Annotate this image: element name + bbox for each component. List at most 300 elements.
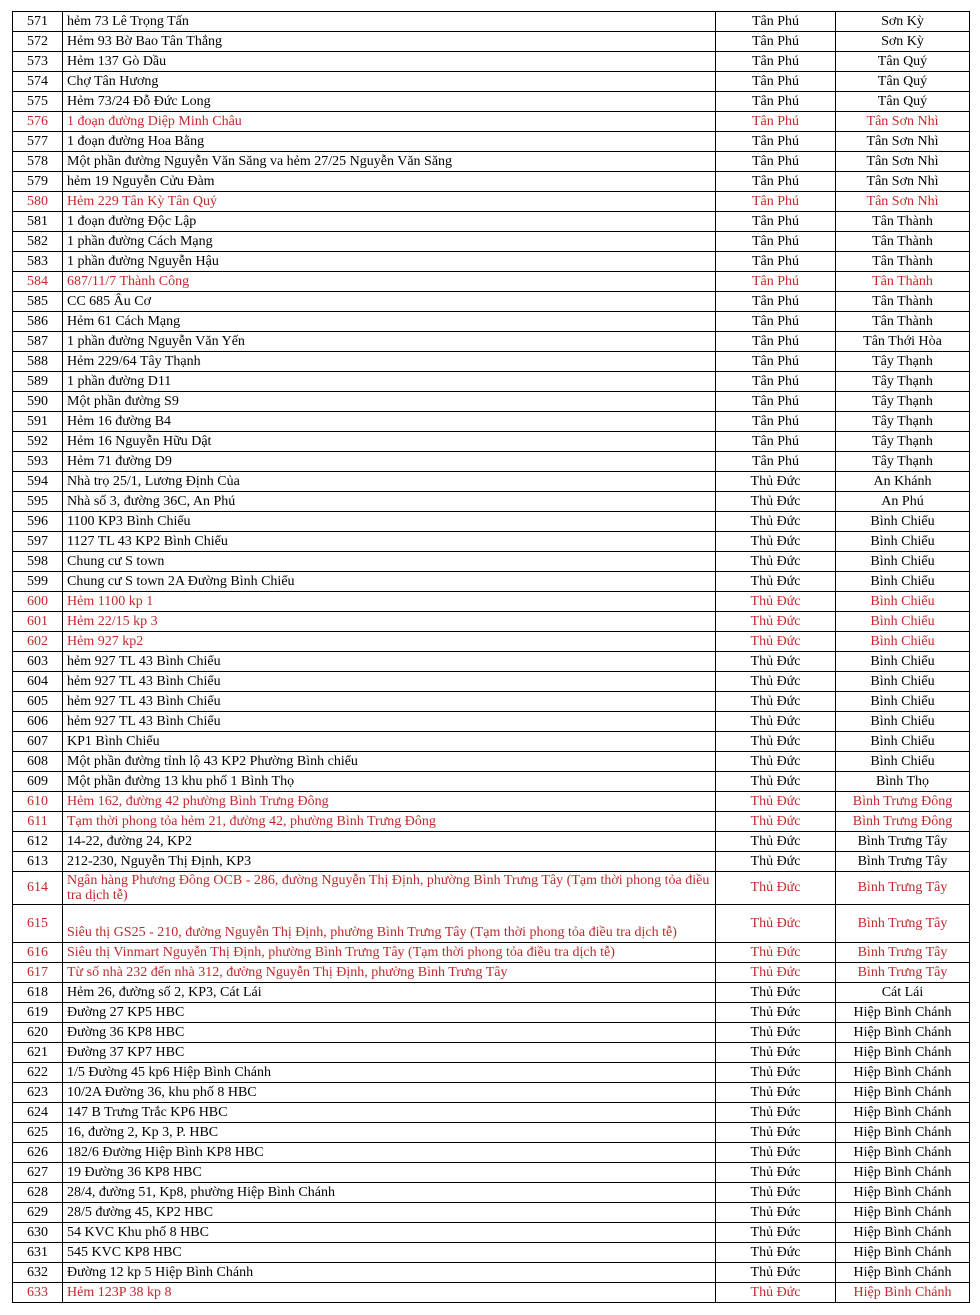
location-cell: 1 phần đường Nguyễn Văn Yến xyxy=(63,332,716,352)
row-number: 587 xyxy=(13,332,63,352)
table-row xyxy=(13,72,970,92)
district-cell: Thủ Đức xyxy=(716,692,836,712)
location-cell: Hẻm 16 Nguyễn Hữu Dật xyxy=(63,432,716,452)
ward-cell: Bình Chiểu xyxy=(836,512,970,532)
location-cell: Hẻm 162, đường 42 phường Bình Trưng Đông xyxy=(63,792,716,812)
table-row xyxy=(13,332,970,352)
table-row xyxy=(13,512,970,532)
district-cell: Tân Phú xyxy=(716,12,836,32)
location-cell: hẻm 73 Lê Trọng Tấn xyxy=(63,12,716,32)
ward-cell: Tân Thành xyxy=(836,252,970,272)
ward-cell: Bình Trưng Tây xyxy=(836,905,970,943)
table-row xyxy=(13,732,970,752)
ward-cell: An Khánh xyxy=(836,472,970,492)
row-number: 581 xyxy=(13,212,63,232)
row-number: 621 xyxy=(13,1043,63,1063)
table-row xyxy=(13,832,970,852)
location-cell: 1127 TL 43 KP2 Bình Chiểu xyxy=(63,532,716,552)
row-number: 589 xyxy=(13,372,63,392)
table-body xyxy=(13,12,970,1303)
district-cell: Tân Phú xyxy=(716,272,836,292)
ward-cell: Hiệp Bình Chánh xyxy=(836,1083,970,1103)
district-cell: Thủ Đức xyxy=(716,983,836,1003)
district-cell: Thủ Đức xyxy=(716,1123,836,1143)
location-cell: hẻm 927 TL 43 Bình Chiểu xyxy=(63,672,716,692)
row-number: 571 xyxy=(13,12,63,32)
location-cell: Hẻm 61 Cách Mạng xyxy=(63,312,716,332)
district-cell: Thủ Đức xyxy=(716,572,836,592)
table-row xyxy=(13,452,970,472)
location-cell: 1 đoạn đường Hoa Bằng xyxy=(63,132,716,152)
district-cell: Thủ Đức xyxy=(716,1063,836,1083)
district-cell: Thủ Đức xyxy=(716,1223,836,1243)
district-cell: Thủ Đức xyxy=(716,472,836,492)
location-cell: 687/11/7 Thành Công xyxy=(63,272,716,292)
table-row xyxy=(13,1103,970,1123)
district-cell: Tân Phú xyxy=(716,32,836,52)
location-cell: Hẻm 93 Bờ Bao Tân Thắng xyxy=(63,32,716,52)
ward-cell: Hiệp Bình Chánh xyxy=(836,1243,970,1263)
ward-cell: Tây Thạnh xyxy=(836,412,970,432)
row-number: 575 xyxy=(13,92,63,112)
row-number: 573 xyxy=(13,52,63,72)
row-number: 597 xyxy=(13,532,63,552)
row-number: 590 xyxy=(13,392,63,412)
ward-cell: Tân Thành xyxy=(836,212,970,232)
table-row xyxy=(13,1243,970,1263)
district-cell: Tân Phú xyxy=(716,212,836,232)
ward-cell: Tân Sơn Nhì xyxy=(836,112,970,132)
ward-cell: Tây Thạnh xyxy=(836,432,970,452)
district-cell: Thủ Đức xyxy=(716,1163,836,1183)
location-cell: 19 Đường 36 KP8 HBC xyxy=(63,1163,716,1183)
table-row xyxy=(13,812,970,832)
row-number: 611 xyxy=(13,812,63,832)
location-cell: hẻm 927 TL 43 Bình Chiểu xyxy=(63,652,716,672)
row-number: 631 xyxy=(13,1243,63,1263)
district-cell: Thủ Đức xyxy=(716,732,836,752)
ward-cell: Bình Chiểu xyxy=(836,632,970,652)
ward-cell: Tây Thạnh xyxy=(836,352,970,372)
table-row xyxy=(13,132,970,152)
location-cell: Một phần đường S9 xyxy=(63,392,716,412)
table-row xyxy=(13,1203,970,1223)
location-cell: Hẻm 137 Gò Dầu xyxy=(63,52,716,72)
location-cell: Siêu thị GS25 - 210, đường Nguyễn Thị Định, phường Bình Trưng Tây (Tạm thời phong tỏa điều tra dịch tễ) xyxy=(63,905,716,943)
location-cell: CC 685 Âu Cơ xyxy=(63,292,716,312)
district-cell: Tân Phú xyxy=(716,292,836,312)
district-cell: Thủ Đức xyxy=(716,652,836,672)
district-cell: Tân Phú xyxy=(716,72,836,92)
table-row xyxy=(13,672,970,692)
district-cell: Thủ Đức xyxy=(716,812,836,832)
ward-cell: Hiệp Bình Chánh xyxy=(836,1203,970,1223)
row-number: 608 xyxy=(13,752,63,772)
row-number: 592 xyxy=(13,432,63,452)
table-row xyxy=(13,1143,970,1163)
ward-cell: Tân Quý xyxy=(836,52,970,72)
ward-cell: Tân Quý xyxy=(836,92,970,112)
ward-cell: Bình Chiểu xyxy=(836,612,970,632)
row-number: 622 xyxy=(13,1063,63,1083)
location-cell: Chợ Tân Hương xyxy=(63,72,716,92)
table-row xyxy=(13,532,970,552)
location-cell: hẻm 19 Nguyễn Cửu Đàm xyxy=(63,172,716,192)
table-row xyxy=(13,52,970,72)
ward-cell: Bình Trưng Tây xyxy=(836,872,970,905)
location-cell: Hẻm 229/64 Tây Thạnh xyxy=(63,352,716,372)
row-number: 632 xyxy=(13,1263,63,1283)
district-cell: Thủ Đức xyxy=(716,532,836,552)
row-number: 582 xyxy=(13,232,63,252)
row-number: 599 xyxy=(13,572,63,592)
district-cell: Tân Phú xyxy=(716,232,836,252)
table-row xyxy=(13,1063,970,1083)
location-cell: Nhà trọ 25/1, Lương Định Của xyxy=(63,472,716,492)
ward-cell: Hiệp Bình Chánh xyxy=(836,1183,970,1203)
ward-cell: Bình Chiểu xyxy=(836,652,970,672)
table-row xyxy=(13,792,970,812)
row-number: 615 xyxy=(13,905,63,943)
row-number: 576 xyxy=(13,112,63,132)
district-cell: Thủ Đức xyxy=(716,752,836,772)
row-number: 625 xyxy=(13,1123,63,1143)
location-cell: Hẻm 1100 kp 1 xyxy=(63,592,716,612)
table-row xyxy=(13,1023,970,1043)
table-row xyxy=(13,1163,970,1183)
ward-cell: Bình Chiểu xyxy=(836,532,970,552)
district-cell: Thủ Đức xyxy=(716,512,836,532)
location-cell: 1 phần đường Cách Mạng xyxy=(63,232,716,252)
row-number: 586 xyxy=(13,312,63,332)
table-row xyxy=(13,92,970,112)
ward-cell: Tây Thạnh xyxy=(836,452,970,472)
table-row xyxy=(13,32,970,52)
ward-cell: Bình Trưng Tây xyxy=(836,832,970,852)
table-row xyxy=(13,632,970,652)
row-number: 620 xyxy=(13,1023,63,1043)
table-row xyxy=(13,172,970,192)
ward-cell: Tân Sơn Nhì xyxy=(836,132,970,152)
location-cell: Một phần đường 13 khu phố 1 Bình Thọ xyxy=(63,772,716,792)
district-cell: Tân Phú xyxy=(716,432,836,452)
ward-cell: Tây Thạnh xyxy=(836,372,970,392)
ward-cell: Hiệp Bình Chánh xyxy=(836,1003,970,1023)
location-cell: 10/2A Đường 36, khu phố 8 HBC xyxy=(63,1083,716,1103)
row-number: 616 xyxy=(13,943,63,963)
row-number: 588 xyxy=(13,352,63,372)
row-number: 596 xyxy=(13,512,63,532)
location-cell: Nhà số 3, đường 36C, An Phú xyxy=(63,492,716,512)
ward-cell: Hiệp Bình Chánh xyxy=(836,1223,970,1243)
district-cell: Thủ Đức xyxy=(716,552,836,572)
ward-cell: Tây Thạnh xyxy=(836,392,970,412)
ward-cell: Tân Thành xyxy=(836,292,970,312)
row-number: 623 xyxy=(13,1083,63,1103)
ward-cell: Bình Chiểu xyxy=(836,592,970,612)
row-number: 606 xyxy=(13,712,63,732)
row-number: 633 xyxy=(13,1283,63,1303)
district-cell: Thủ Đức xyxy=(716,672,836,692)
district-cell: Thủ Đức xyxy=(716,612,836,632)
district-cell: Thủ Đức xyxy=(716,852,836,872)
ward-cell: Bình Chiểu xyxy=(836,732,970,752)
district-cell: Thủ Đức xyxy=(716,872,836,905)
row-number: 630 xyxy=(13,1223,63,1243)
district-cell: Thủ Đức xyxy=(716,1003,836,1023)
table-row xyxy=(13,943,970,963)
district-cell: Tân Phú xyxy=(716,352,836,372)
row-number: 610 xyxy=(13,792,63,812)
row-number: 604 xyxy=(13,672,63,692)
ward-cell: Tân Thới Hòa xyxy=(836,332,970,352)
row-number: 624 xyxy=(13,1103,63,1123)
row-number: 579 xyxy=(13,172,63,192)
location-cell: Đường 12 kp 5 Hiệp Bình Chánh xyxy=(63,1263,716,1283)
ward-cell: An Phú xyxy=(836,492,970,512)
table-row xyxy=(13,872,970,905)
ward-cell: Hiệp Bình Chánh xyxy=(836,1023,970,1043)
district-cell: Thủ Đức xyxy=(716,1143,836,1163)
ward-cell: Bình Chiểu xyxy=(836,712,970,732)
ward-cell: Bình Chiểu xyxy=(836,692,970,712)
table-row xyxy=(13,552,970,572)
location-cell: Hẻm 73/24 Đỗ Đức Long xyxy=(63,92,716,112)
district-cell: Thủ Đức xyxy=(716,1103,836,1123)
ward-cell: Hiệp Bình Chánh xyxy=(836,1063,970,1083)
district-cell: Thủ Đức xyxy=(716,943,836,963)
location-cell: Chung cư S town xyxy=(63,552,716,572)
location-cell: Một phần đường Nguyễn Văn Săng va hẻm 27/25 Nguyễn Văn Săng xyxy=(63,152,716,172)
ward-cell: Tân Sơn Nhì xyxy=(836,152,970,172)
ward-cell: Bình Chiểu xyxy=(836,572,970,592)
row-number: 574 xyxy=(13,72,63,92)
ward-cell: Tân Thành xyxy=(836,232,970,252)
table-row xyxy=(13,1263,970,1283)
district-cell: Tân Phú xyxy=(716,412,836,432)
table-row xyxy=(13,392,970,412)
ward-cell: Hiệp Bình Chánh xyxy=(836,1143,970,1163)
location-cell: Một phần đường tỉnh lộ 43 KP2 Phường Bình chiểu xyxy=(63,752,716,772)
district-cell: Thủ Đức xyxy=(716,832,836,852)
ward-cell: Bình Chiểu xyxy=(836,752,970,772)
row-number: 595 xyxy=(13,492,63,512)
location-cell: Ngân hàng Phương Đông OCB - 286, đường Nguyễn Thị Định, phường Bình Trưng Tây (Tạm thời phong tỏa điều tra dịch tễ) xyxy=(63,872,716,905)
location-cell: Hẻm 927 kp2 xyxy=(63,632,716,652)
district-cell: Tân Phú xyxy=(716,452,836,472)
district-cell: Thủ Đức xyxy=(716,1083,836,1103)
table-row xyxy=(13,1223,970,1243)
table-row xyxy=(13,192,970,212)
row-number: 619 xyxy=(13,1003,63,1023)
location-cell: Siêu thị Vinmart Nguyễn Thị Định, phường Bình Trưng Tây (Tạm thời phong tỏa điều tra dịch tễ) xyxy=(63,943,716,963)
district-cell: Tân Phú xyxy=(716,372,836,392)
row-number: 598 xyxy=(13,552,63,572)
location-cell: Đường 37 KP7 HBC xyxy=(63,1043,716,1063)
row-number: 578 xyxy=(13,152,63,172)
district-cell: Thủ Đức xyxy=(716,632,836,652)
row-number: 594 xyxy=(13,472,63,492)
table-row xyxy=(13,492,970,512)
district-cell: Thủ Đức xyxy=(716,772,836,792)
district-cell: Tân Phú xyxy=(716,392,836,412)
ward-cell: Tân Sơn Nhì xyxy=(836,172,970,192)
location-cell: 545 KVC KP8 HBC xyxy=(63,1243,716,1263)
row-number: 591 xyxy=(13,412,63,432)
row-number: 607 xyxy=(13,732,63,752)
ward-cell: Hiệp Bình Chánh xyxy=(836,1043,970,1063)
table-row xyxy=(13,852,970,872)
table-row xyxy=(13,352,970,372)
lockdown-list-table xyxy=(12,11,970,1303)
location-cell: 212-230, Nguyễn Thị Định, KP3 xyxy=(63,852,716,872)
row-number: 617 xyxy=(13,963,63,983)
table-row xyxy=(13,1043,970,1063)
row-number: 629 xyxy=(13,1203,63,1223)
district-cell: Tân Phú xyxy=(716,152,836,172)
ward-cell: Hiệp Bình Chánh xyxy=(836,1123,970,1143)
ward-cell: Bình Chiểu xyxy=(836,552,970,572)
ward-cell: Hiệp Bình Chánh xyxy=(836,1103,970,1123)
table-row xyxy=(13,232,970,252)
ward-cell: Sơn Kỳ xyxy=(836,32,970,52)
district-cell: Thủ Đức xyxy=(716,492,836,512)
table-row xyxy=(13,652,970,672)
table-row xyxy=(13,905,970,943)
location-cell: Hẻm 26, đường số 2, KP3, Cát Lái xyxy=(63,983,716,1003)
table-row xyxy=(13,12,970,32)
district-cell: Tân Phú xyxy=(716,172,836,192)
ward-cell: Bình Trưng Tây xyxy=(836,852,970,872)
table-row xyxy=(13,772,970,792)
row-number: 601 xyxy=(13,612,63,632)
location-cell: 1100 KP3 Bình Chiểu xyxy=(63,512,716,532)
table-row xyxy=(13,612,970,632)
location-cell: 1 đoạn đường Diệp Minh Châu xyxy=(63,112,716,132)
location-cell: 1 đoạn đường Độc Lập xyxy=(63,212,716,232)
ward-cell: Tân Sơn Nhì xyxy=(836,192,970,212)
location-cell: 28/4, đường 51, Kp8, phường Hiệp Bình Chánh xyxy=(63,1183,716,1203)
row-number: 627 xyxy=(13,1163,63,1183)
location-cell: 1 phần đường Nguyễn Hậu xyxy=(63,252,716,272)
row-number: 577 xyxy=(13,132,63,152)
district-cell: Tân Phú xyxy=(716,192,836,212)
ward-cell: Tân Quý xyxy=(836,72,970,92)
table-row xyxy=(13,372,970,392)
table-row xyxy=(13,592,970,612)
district-cell: Thủ Đức xyxy=(716,1263,836,1283)
table-row xyxy=(13,983,970,1003)
table-row xyxy=(13,963,970,983)
location-cell: 16, đường 2, Kp 3, P. HBC xyxy=(63,1123,716,1143)
table-row xyxy=(13,152,970,172)
location-cell: 182/6 Đường Hiệp Bình KP8 HBC xyxy=(63,1143,716,1163)
ward-cell: Tân Thành xyxy=(836,312,970,332)
ward-cell: Bình Trưng Tây xyxy=(836,943,970,963)
row-number: 612 xyxy=(13,832,63,852)
location-cell: 1/5 Đường 45 kp6 Hiệp Bình Chánh xyxy=(63,1063,716,1083)
district-cell: Thủ Đức xyxy=(716,1243,836,1263)
district-cell: Thủ Đức xyxy=(716,1043,836,1063)
district-cell: Tân Phú xyxy=(716,252,836,272)
row-number: 602 xyxy=(13,632,63,652)
district-cell: Tân Phú xyxy=(716,312,836,332)
district-cell: Thủ Đức xyxy=(716,792,836,812)
location-cell: Hẻm 16 đường B4 xyxy=(63,412,716,432)
table-row xyxy=(13,272,970,292)
location-cell: Hẻm 229 Tân Kỳ Tân Quý xyxy=(63,192,716,212)
table-row xyxy=(13,692,970,712)
table-row xyxy=(13,572,970,592)
ward-cell: Hiệp Bình Chánh xyxy=(836,1163,970,1183)
district-cell: Tân Phú xyxy=(716,132,836,152)
row-number: 600 xyxy=(13,592,63,612)
location-cell: Hẻm 123P 38 kp 8 xyxy=(63,1283,716,1303)
district-cell: Tân Phú xyxy=(716,52,836,72)
ward-cell: Bình Trưng Đông xyxy=(836,812,970,832)
location-cell: KP1 Bình Chiểu xyxy=(63,732,716,752)
row-number: 572 xyxy=(13,32,63,52)
table-row xyxy=(13,472,970,492)
row-number: 593 xyxy=(13,452,63,472)
location-cell: 1 phần đường D11 xyxy=(63,372,716,392)
location-cell: 147 B Trưng Trắc KP6 HBC xyxy=(63,1103,716,1123)
row-number: 583 xyxy=(13,252,63,272)
row-number: 614 xyxy=(13,872,63,905)
ward-cell: Bình Thọ xyxy=(836,772,970,792)
row-number: 613 xyxy=(13,852,63,872)
row-number: 580 xyxy=(13,192,63,212)
district-cell: Tân Phú xyxy=(716,332,836,352)
row-number: 585 xyxy=(13,292,63,312)
district-cell: Thủ Đức xyxy=(716,905,836,943)
ward-cell: Bình Trưng Đông xyxy=(836,792,970,812)
location-cell: Chung cư S town 2A Đường Bình Chiểu xyxy=(63,572,716,592)
table-row xyxy=(13,1183,970,1203)
district-cell: Thủ Đức xyxy=(716,1183,836,1203)
table-row xyxy=(13,112,970,132)
row-number: 626 xyxy=(13,1143,63,1163)
row-number: 628 xyxy=(13,1183,63,1203)
ward-cell: Cát Lái xyxy=(836,983,970,1003)
location-cell: 28/5 đường 45, KP2 HBC xyxy=(63,1203,716,1223)
table-row xyxy=(13,212,970,232)
table-row xyxy=(13,252,970,272)
location-cell: hẻm 927 TL 43 Bình Chiểu xyxy=(63,692,716,712)
location-cell: Từ số nhà 232 đến nhà 312, đường Nguyễn Thị Định, phường Bình Trưng Tây xyxy=(63,963,716,983)
ward-cell: Sơn Kỳ xyxy=(836,12,970,32)
table-row xyxy=(13,752,970,772)
ward-cell: Bình Trưng Tây xyxy=(836,963,970,983)
district-cell: Thủ Đức xyxy=(716,1283,836,1303)
table-row xyxy=(13,312,970,332)
location-cell: 54 KVC Khu phố 8 HBC xyxy=(63,1223,716,1243)
location-cell: Hẻm 71 đường D9 xyxy=(63,452,716,472)
location-cell: Tạm thời phong tỏa hẻm 21, đường 42, phường Bình Trưng Đông xyxy=(63,812,716,832)
table-row xyxy=(13,712,970,732)
table-row xyxy=(13,412,970,432)
table-row xyxy=(13,432,970,452)
location-cell: 14-22, đường 24, KP2 xyxy=(63,832,716,852)
location-cell: Đường 27 KP5 HBC xyxy=(63,1003,716,1023)
district-cell: Tân Phú xyxy=(716,92,836,112)
district-cell: Tân Phú xyxy=(716,112,836,132)
district-cell: Thủ Đức xyxy=(716,1203,836,1223)
table-row xyxy=(13,1123,970,1143)
table-row xyxy=(13,1283,970,1303)
district-cell: Thủ Đức xyxy=(716,963,836,983)
table-row xyxy=(13,1083,970,1103)
